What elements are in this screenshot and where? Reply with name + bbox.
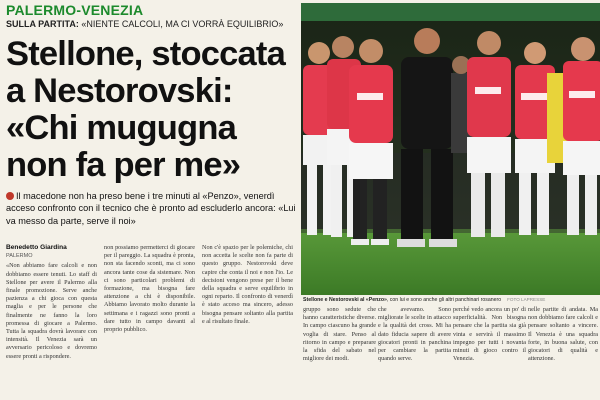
body-columns	[6, 244, 300, 400]
headline-line: a Nestorovski:	[6, 72, 233, 110]
headline-line: «Chi mugugna	[6, 109, 236, 147]
headline-line: Stellone, stoccata	[6, 35, 285, 73]
section-subkicker	[6, 19, 283, 29]
column-text: Non c'è spazio per le polemiche, chi non accetta le scelte non fa parte di questo gruppo. Nestorovski deve capire che conta il noi e non l'io. Le decisioni vengono prese per il bene della squadra e serve equilibrio in ogni reparto. Il confronto di venerdì è stato acceso ma sincero, adesso bisogna pensare soltanto alla partita e al risultato finale.	[202, 244, 293, 325]
body-column	[303, 306, 376, 400]
caption-text: , con lui e sono anche gli altri panchinari rosanero	[386, 297, 502, 303]
body-column	[202, 244, 293, 400]
body-column	[378, 306, 451, 400]
section-kicker: PALERMO-VENEZIA	[6, 2, 144, 18]
photo-credit: FOTO LAPRESSE	[507, 297, 546, 302]
subkicker-prefix: SULLA PARTITA:	[6, 19, 82, 29]
headline-line: non fa per me»	[6, 146, 241, 184]
column-text: nelle partite di andata. Ma non dobbiamo fare calcoli e pensare soltanto a vincere. Il Venezia è una squadra forte, in buona salute, con giocatori di qualità e attenzione.	[528, 306, 598, 363]
right-body-columns	[301, 306, 600, 400]
subkicker-quote: «NIENTE CALCOLI, MA CI VORRÀ EQUILIBRIO»	[81, 19, 284, 29]
byline-author: Benedetto Giardina	[6, 244, 67, 251]
photo-illustration	[301, 3, 600, 295]
column-text: non possiamo permetterci di giocare per il pareggio. La squadra è pronta, non sta facendo sconti, ma ci sono ancora tante cose da sistemare. Non ci sono particolari problemi di formazione, ma bisogna fare attenzione a chi è disponibile. Abbiamo lavorato molto durante la settimana e i ragazzi sono pronti a dare tutto in campo davanti al proprio pubblico.	[104, 244, 195, 334]
body-column	[6, 244, 97, 400]
article-right-page	[301, 0, 600, 400]
column-text: gruppo sono sedute che hanno caratteristiche diverse. In campo ciascuno ha grande voglia di stare. Penso al ritorno in campo e preparare la sfida del sabato nel migliore dei modi.	[303, 306, 376, 363]
summary-text: Il macedone non ha preso bene i tre minuti al «Penzo», venerdì acceso confronto con il tecnico che è pronto ad escluderlo ancora: «Lui va messo da parte, serve il noi»	[6, 191, 296, 226]
team-bench-photo	[301, 3, 600, 295]
body-column	[453, 306, 526, 400]
body-column	[528, 306, 598, 400]
column-text: perché vedo ancora un po' di superficialità. Non bisogna pensare che la partita sia già vinta e servirà il massimo impegno per tutti i novanta minuti di gioco contro il Venezia.	[453, 306, 526, 363]
body-column	[104, 244, 195, 400]
column-text: che avevamo. Sono migliorate le scelte in attacco e la qualità dei cross. Mi ha dato fiducia sapere di avere giocatori pronti in panchina per cambiare la partita quando serve.	[378, 306, 451, 363]
bullet-dot-icon	[6, 192, 14, 200]
article-summary	[6, 190, 296, 227]
caption-bold: Stellone e Nestorovski al «Penzo»	[303, 297, 387, 303]
byline-location: PALERMO	[6, 253, 33, 260]
headline	[6, 36, 298, 184]
column-text: «Non abbiamo fare calcoli e non dobbiamo essere tenuti. Lo staff di Stellone per avere il Palermo alla finale promozione. Serve anche pazienza a chi gioca con questa maglia e per le persone che finalmente ne fanno la loro promessa di giocare a Palermo. Tutta la squadra dovrà lavorare con intensità. Il Venezia sarà un avversario pericoloso e dovremo essere pronti a rispondere.	[6, 262, 97, 360]
photo-caption	[303, 297, 599, 303]
